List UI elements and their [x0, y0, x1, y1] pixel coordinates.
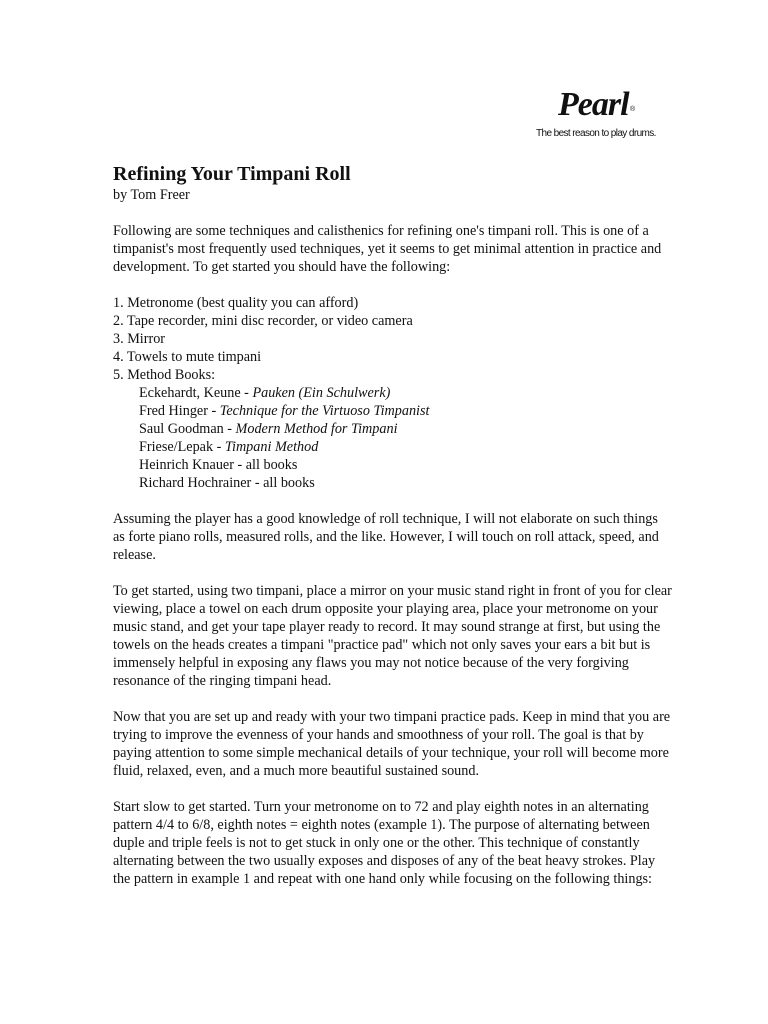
- book-item: [139, 456, 673, 474]
- book-item: [139, 384, 673, 402]
- intro-paragraph: Following are some techniques and calisthenics for refining one's timpani roll. This is one of a timpanist's most frequently used techniques, yet it seems to get minimal attention in practice and development. To get started you should have the following:: [113, 223, 662, 275]
- book-item: [139, 402, 673, 420]
- book-author: Eckehardt, Keune -: [139, 385, 253, 401]
- book-title: Modern Method for Timpani: [235, 421, 398, 437]
- pearl-logo: [530, 88, 658, 144]
- book-title: Pauken (Ein Schulwerk): [252, 385, 391, 401]
- page-title: Refining Your Timpani Roll: [113, 163, 351, 185]
- article-body: [113, 162, 673, 906]
- body-paragraph: To get started, using two timpani, place a mirror on your music stand right in front of you for clear viewing, place a towel on each drum opposite your playing area, place your metronome on your music stand, and get your tape player ready to record. It may sound strange at first, but using the towels on the heads creates a timpani "practice pad" which not only saves your ears a bit but is immensely helpful in exposing any flaws you may not notice because of the very forgiving resonance of the ringing timpani head.: [113, 583, 672, 689]
- body-paragraph: Now that you are set up and ready with your two timpani practice pads. Keep in mind that you are trying to improve the evenness of your hands and smoothness of your roll. The goal is that by paying attention to some simple mechanical details of your technique, your roll will become more fluid, relaxed, even, and a much more beautiful sustained sound.: [113, 709, 671, 779]
- book-item: [139, 420, 673, 438]
- list-item: 3. Mirror: [113, 331, 166, 347]
- logo-tagline: The best reason to play drums.: [536, 128, 656, 139]
- book-title: Timpani Method: [224, 439, 319, 455]
- body-paragraph: Start slow to get started. Turn your metronome on to 72 and play eighth notes in an alternating pattern 4/4 to 6/8, eighth notes = eighth notes (example 1). The purpose of alternating between duple and triple feels is not to get stuck in only one or the other. This technique of constantly alternating between the two usually exposes and disposes of any of the beat heavy strokes. Play the pattern in example 1 and repeat with one hand only while focusing on the following things:: [113, 799, 656, 887]
- list-item: 2. Tape recorder, mini disc recorder, or video camera: [113, 313, 413, 329]
- body-paragraph: Assuming the player has a good knowledge of roll technique, I will not elaborate on such things as forte piano rolls, measured rolls, and the like. However, I will touch on roll attack, speed, and release.: [113, 511, 659, 563]
- equipment-list: [113, 294, 673, 492]
- book-item: [139, 474, 673, 492]
- logo-wordmark: Pearl: [558, 86, 629, 123]
- list-item: 1. Metronome (best quality you can afford): [113, 295, 359, 311]
- book-title: Technique for the Virtuoso Timpanist: [219, 403, 430, 419]
- registered-mark: ®: [630, 106, 636, 113]
- method-books-list: [113, 384, 673, 492]
- book-author: Heinrich Knauer - all books: [139, 457, 298, 473]
- list-item: 4. Towels to mute timpani: [113, 349, 262, 365]
- book-item: [139, 438, 673, 456]
- byline: by Tom Freer: [113, 187, 190, 203]
- book-author: Friese/Lepak -: [139, 439, 225, 455]
- book-author: Fred Hinger -: [139, 403, 220, 419]
- list-item: 5. Method Books:: [113, 367, 216, 383]
- book-author: Richard Hochrainer - all books: [139, 475, 315, 491]
- book-author: Saul Goodman -: [139, 421, 236, 437]
